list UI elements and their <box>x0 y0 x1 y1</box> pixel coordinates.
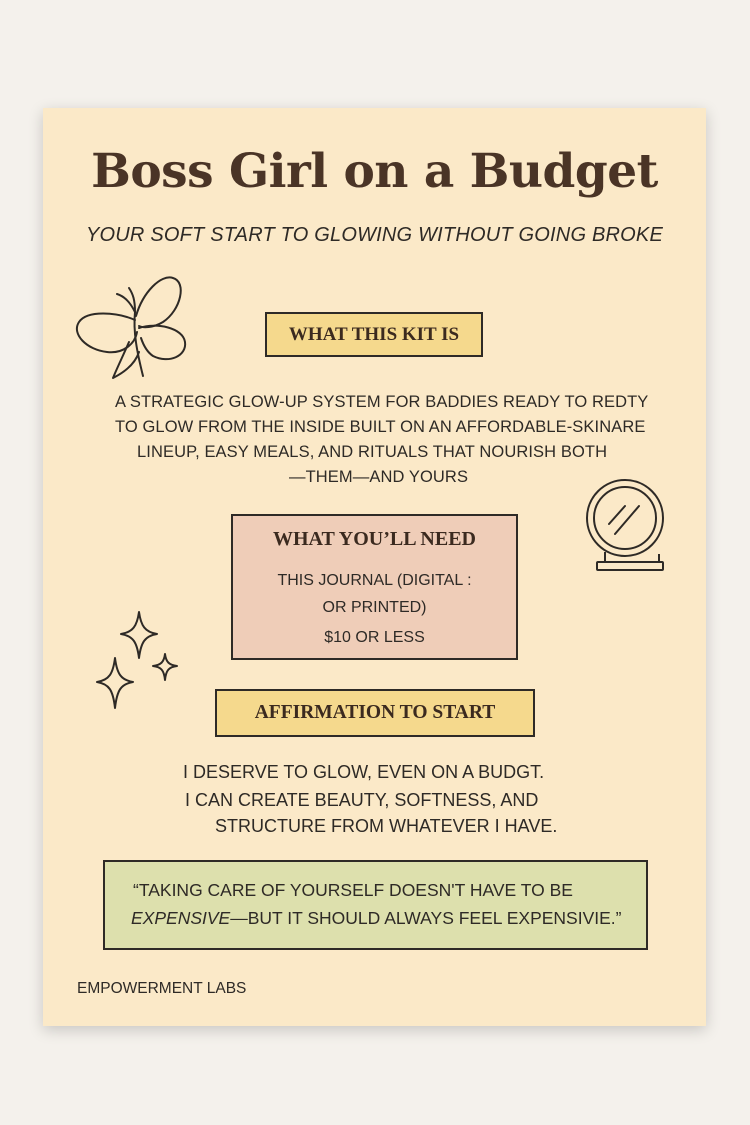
butterfly-icon <box>73 272 191 384</box>
needs-item: THIS JOURNAL (DIGITAL : <box>277 572 472 589</box>
sparkles-icon <box>93 608 183 718</box>
kit-page <box>43 108 706 1026</box>
page-title: Boss Girl on a Budget <box>91 144 658 199</box>
affirmation-line: STRUCTURE FROM WHATEVER I HAVE. <box>215 816 558 836</box>
kit-line: LINEUP, EASY MEALS, AND RITUALS THAT NOURISH BOTH <box>137 443 608 461</box>
kit-label: WHAT THIS KIT IS <box>265 312 483 357</box>
mirror-icon <box>579 476 671 576</box>
quote-line <box>131 908 621 929</box>
kit-line: —THEM—AND YOURS <box>289 468 469 486</box>
needs-label: WHAT YOU’LL NEED <box>273 528 476 550</box>
quote-line: “TAKING CARE OF YOURSELF DOESN'T HAVE TO BE <box>133 880 573 900</box>
brand-name: EMPOWERMENT LABS <box>77 980 247 997</box>
needs-item: OR PRINTED) <box>322 599 427 616</box>
quote-emphasis: EXPENSIVE <box>131 908 231 928</box>
affirmation-line: I DESERVE TO GLOW, EVEN ON A BUDGT. <box>183 762 545 782</box>
quote-box <box>103 860 648 950</box>
affirmation-line: I CAN CREATE BEAUTY, SOFTNESS, AND <box>185 790 539 810</box>
kit-line: A STRATEGIC GLOW-UP SYSTEM FOR BADDIES READY TO REDTY <box>115 393 649 411</box>
kit-line: TO GLOW FROM THE INSIDE BUILT ON AN AFFORDABLE-SKINARE <box>115 418 646 436</box>
needs-item: $10 OR LESS <box>324 629 425 646</box>
page-subtitle: YOUR SOFT START TO GLOWING WITHOUT GOING BROKE <box>85 224 663 246</box>
quote-rest: —BUT IT SHOULD ALWAYS FEEL EXPENSIVIE.” <box>230 908 622 928</box>
needs-box <box>231 514 518 660</box>
affirmation-label: AFFIRMATION TO START <box>215 689 535 737</box>
